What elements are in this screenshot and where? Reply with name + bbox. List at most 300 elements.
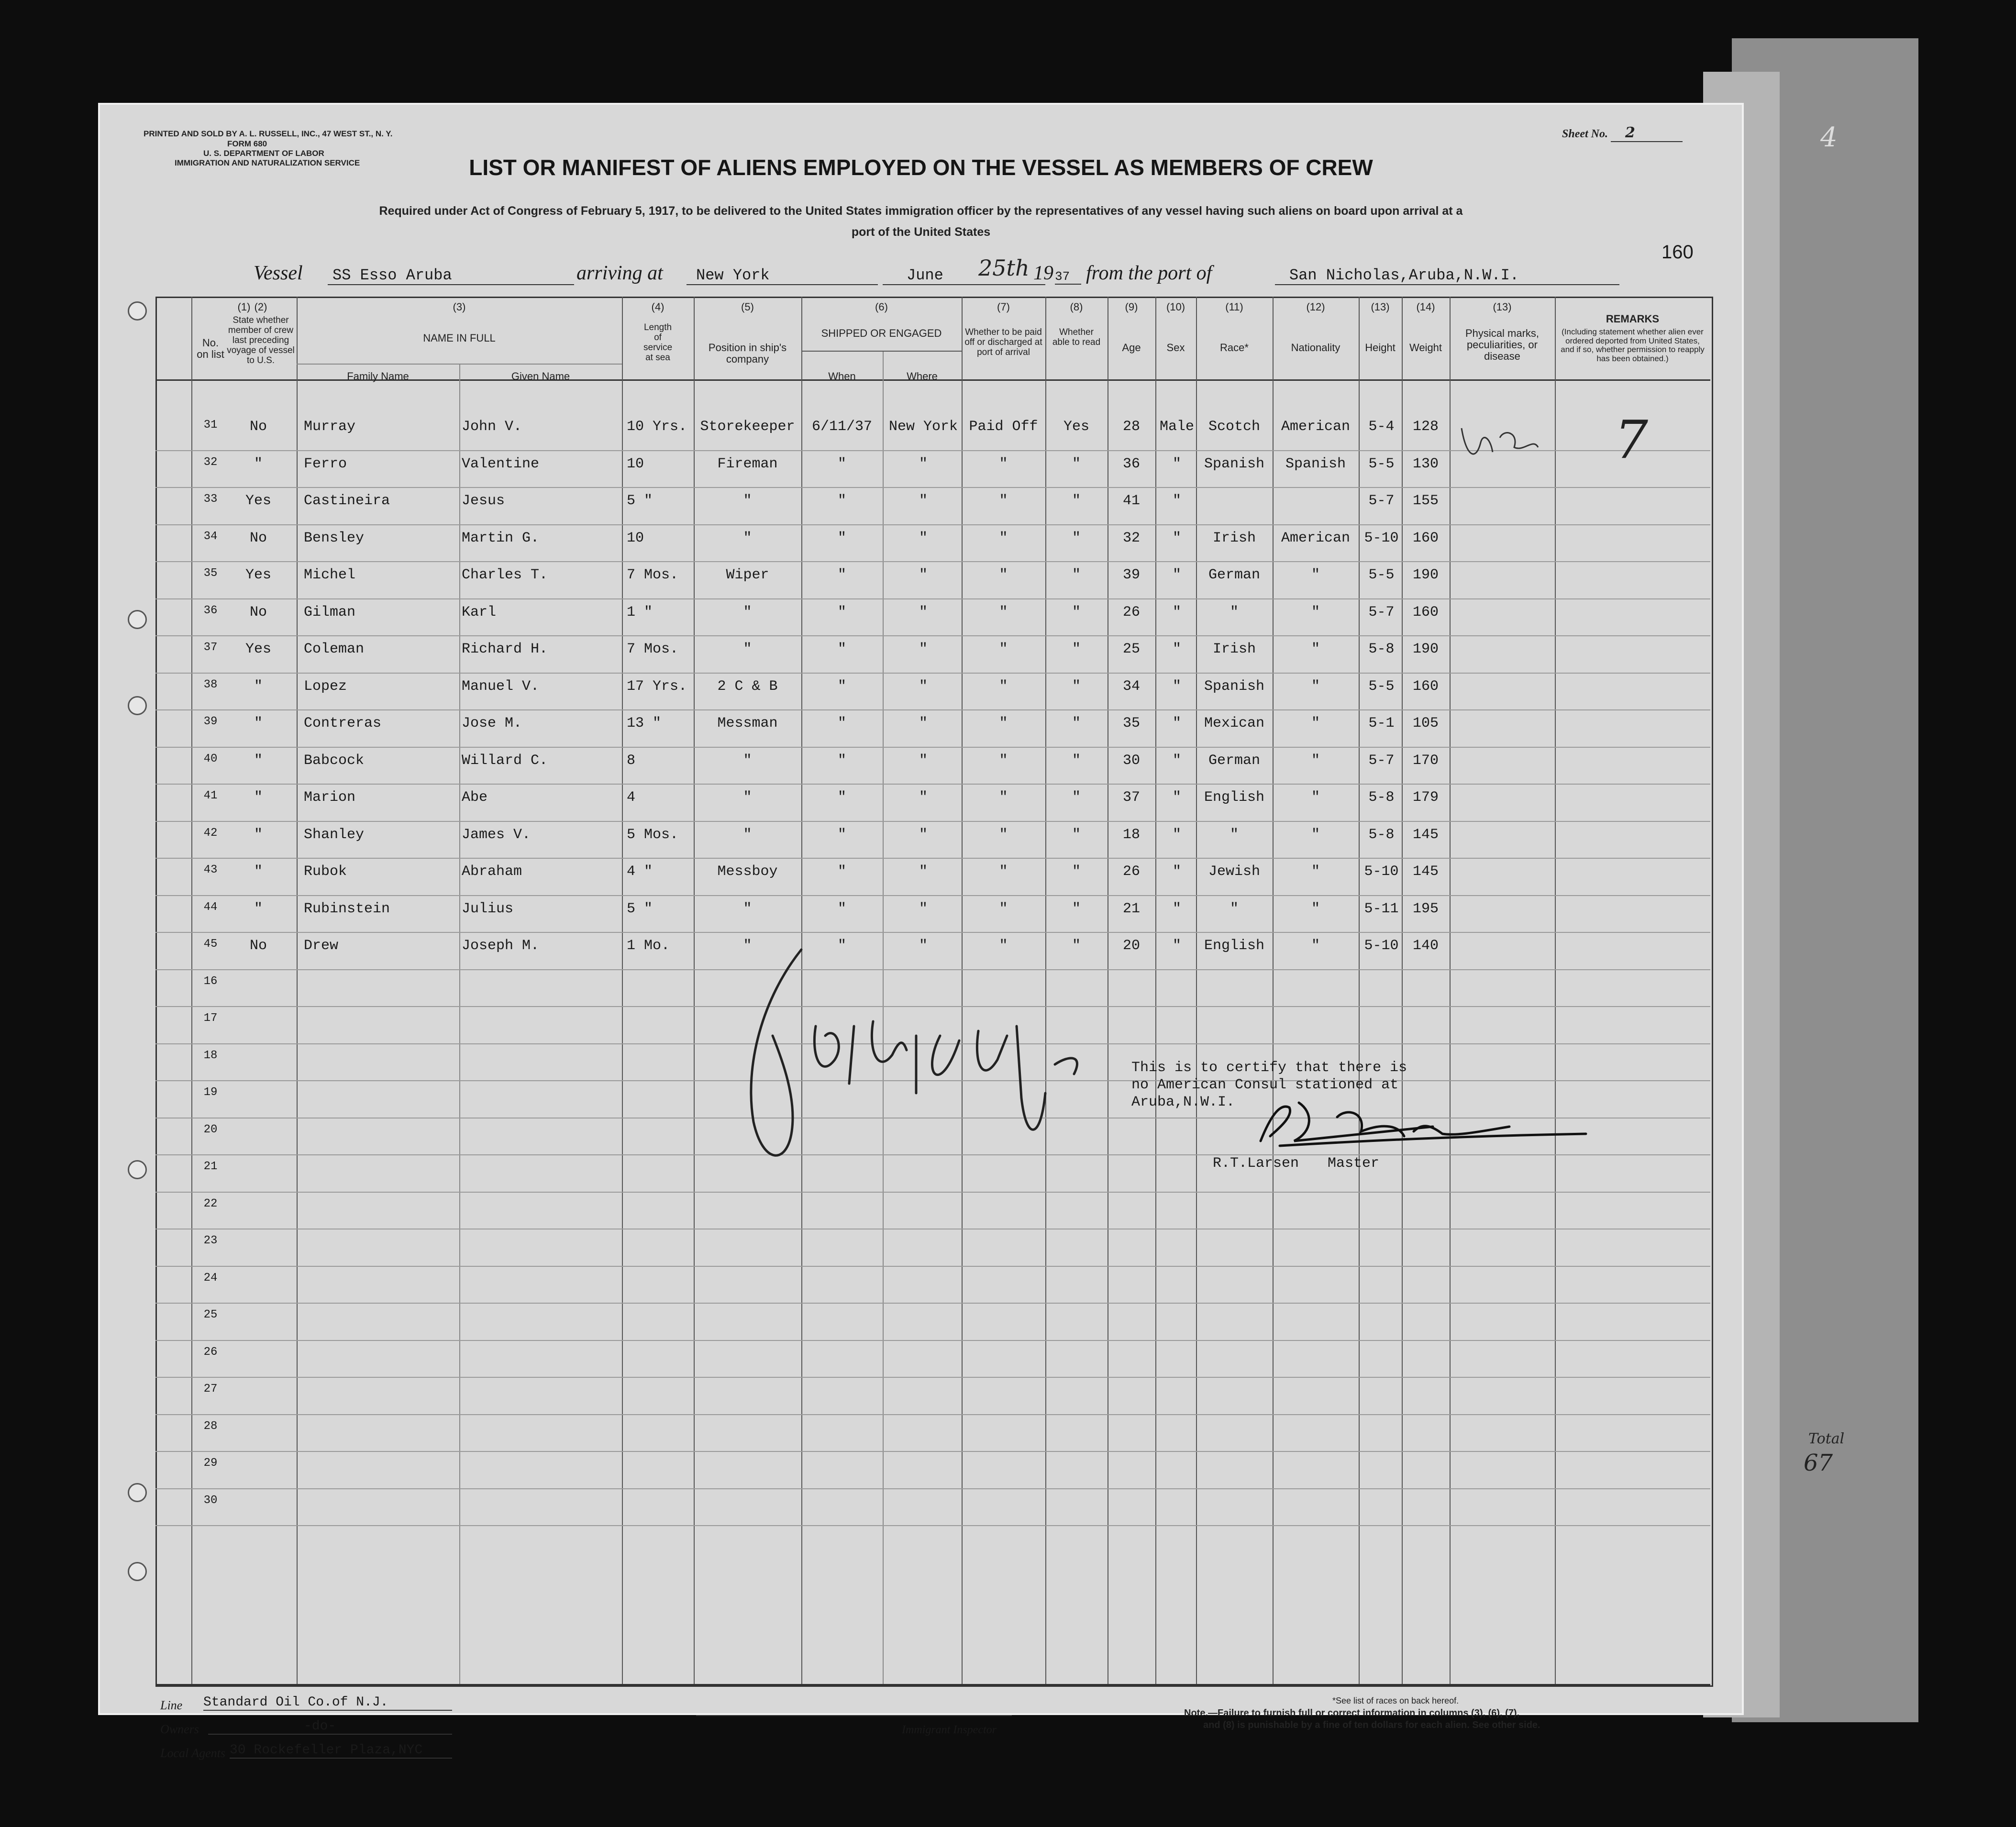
cell-paid: ": [999, 493, 1008, 509]
cell-prev: ": [254, 789, 263, 806]
cell-where: ": [919, 604, 928, 620]
cell-height: 5-5: [1368, 455, 1395, 472]
cell-given: Valentine: [462, 455, 540, 472]
cell-height: 5-8: [1368, 641, 1395, 657]
col4-header: Length of service at sea: [643, 322, 673, 363]
master-signature: [1241, 1088, 1615, 1155]
cell-age: 28: [1122, 419, 1140, 435]
cell-family: Rubinstein: [304, 900, 390, 917]
col8-number: (8): [1070, 301, 1083, 313]
margin-total-label: Total: [1808, 1430, 1845, 1447]
cell-nationality: Spanish: [1285, 455, 1346, 472]
cell-age: 37: [1122, 789, 1140, 806]
cell-read: ": [1072, 604, 1081, 620]
cell-service: 4: [627, 789, 636, 806]
cell-when: ": [837, 715, 846, 731]
cell-height: 5-7: [1368, 493, 1395, 509]
punch-hole: [128, 696, 147, 715]
cell-family: Rubok: [304, 864, 347, 880]
empty-row-number: 22: [203, 1197, 218, 1210]
cell-prev: ": [254, 900, 263, 917]
cell-service: 5 ": [627, 493, 653, 509]
cell-read: ": [1072, 752, 1081, 769]
sheet-label: Sheet No.: [1562, 128, 1608, 140]
cell-sex: ": [1172, 789, 1181, 806]
cell-where: ": [919, 864, 928, 880]
cell-service: 1 Mo.: [627, 938, 670, 954]
cell-position: ": [743, 938, 752, 954]
cell-race: Scotch: [1208, 419, 1261, 435]
cell-nationality: ": [1311, 826, 1320, 843]
col3-header: NAME IN FULL: [423, 332, 496, 344]
cell-height: 5-5: [1368, 678, 1395, 695]
col14-number: (14): [1416, 301, 1435, 313]
cell-when: 6/11/37: [811, 419, 873, 435]
cell-position: Messboy: [717, 864, 778, 880]
cell-nationality: ": [1311, 641, 1320, 657]
col12-number: (12): [1306, 301, 1325, 313]
cell-when: ": [837, 752, 846, 769]
cell-paid: ": [999, 938, 1008, 954]
punch-hole: [128, 1562, 147, 1581]
cell-where: ": [919, 455, 928, 472]
shipped-when-header: When: [828, 370, 856, 382]
cell-weight: 160: [1412, 530, 1439, 546]
cell-nationality: ": [1311, 752, 1320, 769]
cell-race: German: [1208, 567, 1261, 583]
cell-position: ": [743, 789, 752, 806]
sheet-number: 2: [1611, 124, 1683, 142]
cell-when: ": [837, 493, 846, 509]
year-prefix: 19: [1033, 262, 1053, 284]
cell-no: 34: [203, 530, 218, 543]
col9-header: Age: [1122, 342, 1141, 354]
cell-sex: ": [1172, 641, 1181, 657]
cell-given: James V.: [462, 826, 531, 843]
cell-when: ": [837, 530, 846, 546]
certification-line3: Aruba,N.W.I.: [1131, 1094, 1235, 1110]
cell-family: Castineira: [304, 493, 390, 509]
cell-sex: ": [1172, 455, 1181, 472]
empty-row-number: 30: [203, 1494, 218, 1507]
punch-hole: [128, 1483, 147, 1502]
cell-no: 43: [203, 864, 218, 876]
cell-where: ": [919, 938, 928, 954]
cell-position: ": [743, 530, 752, 546]
cell-sex: ": [1172, 493, 1181, 509]
races-note: *See list of races on back hereof.: [1332, 1696, 1459, 1705]
cell-age: 26: [1122, 864, 1140, 880]
cell-given: Jesus: [462, 493, 505, 509]
col2-header: State whether member of crew last preceding voyage of vessel to U.S.: [227, 315, 295, 365]
arrival-month: June: [883, 266, 1045, 285]
cell-read: ": [1072, 864, 1081, 880]
cell-position: 2 C & B: [717, 678, 778, 695]
punch-hole: [128, 1160, 147, 1179]
cell-weight: 145: [1412, 864, 1439, 880]
cell-no: 44: [203, 900, 218, 914]
cell-no: 38: [203, 678, 218, 691]
col12-header: Nationality: [1291, 342, 1340, 354]
cell-given: Charles T.: [462, 567, 548, 583]
cell-given: Julius: [462, 900, 514, 917]
cell-family: Bensley: [304, 530, 365, 546]
cell-paid: ": [999, 530, 1008, 546]
stamp-number: 160: [1662, 242, 1694, 263]
cell-where: ": [919, 715, 928, 731]
cell-nationality: ": [1311, 678, 1320, 695]
cell-read: ": [1072, 715, 1081, 731]
cell-read: ": [1072, 530, 1081, 546]
cell-no: 40: [203, 752, 218, 765]
empty-row-number: 28: [203, 1419, 218, 1433]
cell-where: ": [919, 567, 928, 583]
empty-row-number: 27: [203, 1383, 218, 1395]
cell-weight: 179: [1412, 789, 1439, 806]
cell-when: ": [837, 641, 846, 657]
cell-given: Abe: [462, 789, 488, 806]
cell-race: Irish: [1212, 530, 1256, 546]
col6-header: SHIPPED OR ENGAGED: [821, 327, 942, 339]
cell-read: ": [1072, 678, 1081, 695]
col11-header: Race*: [1220, 342, 1249, 354]
col7-header: Whether to be paid off or discharged at port of arrival: [964, 327, 1042, 357]
cell-prev: No: [249, 604, 267, 620]
handwritten-mark: 7: [1615, 409, 1648, 470]
empty-row-number: 18: [203, 1049, 218, 1062]
remarks-header: REMARKS: [1606, 313, 1660, 325]
cell-age: 36: [1122, 455, 1140, 472]
owners-value: -do-: [208, 1719, 452, 1735]
cell-nationality: American: [1281, 530, 1351, 546]
col13-number: (13): [1371, 301, 1390, 313]
penalty-note-line1: Note.—Failure to furnish full or correct information in columns (3), (6), (7),: [1184, 1708, 1520, 1718]
cell-position: Wiper: [726, 567, 769, 583]
cell-sex: ": [1172, 864, 1181, 880]
department-line: U. S. DEPARTMENT OF LABOR: [203, 149, 324, 158]
service-line: IMMIGRATION AND NATURALIZATION SERVICE: [175, 158, 360, 167]
cell-family: Shanley: [304, 826, 365, 843]
cell-race: English: [1204, 789, 1265, 806]
col5-header: Position in ship's company: [708, 342, 787, 365]
col7-number: (7): [997, 301, 1010, 313]
cell-given: John V.: [462, 419, 522, 435]
vessel-label: Vessel: [254, 262, 303, 284]
empty-row-number: 24: [203, 1271, 218, 1284]
subtitle-line1: Required under Act of Congress of February 5, 1917, to be delivered to the United States immigration officer by the representatives of any vessel having such aliens on board upon arrival at a: [379, 204, 1463, 218]
cell-family: Lopez: [304, 678, 347, 695]
cell-paid: ": [999, 752, 1008, 769]
cell-race: English: [1204, 938, 1265, 954]
cell-nationality: ": [1311, 789, 1320, 806]
empty-row-number: 19: [203, 1086, 218, 1099]
cell-no: 39: [203, 715, 218, 728]
col2-number: (2): [254, 301, 267, 313]
arrival-year: 37: [1055, 269, 1081, 285]
cell-weight: 190: [1412, 567, 1439, 583]
cell-given: Joseph M.: [462, 938, 540, 954]
cell-height: 5-10: [1364, 938, 1399, 954]
cell-service: 17 Yrs.: [627, 678, 687, 695]
cell-sex: ": [1172, 604, 1181, 620]
arrival-day: 25th: [978, 255, 1030, 281]
cell-sex: Male: [1159, 419, 1194, 435]
empty-row-number: 29: [203, 1457, 218, 1470]
cell-race: German: [1208, 752, 1261, 769]
cell-when: ": [837, 864, 846, 880]
manifest-sheet: [98, 103, 1744, 1760]
cell-nationality: ": [1311, 715, 1320, 731]
arriving-label: arriving at: [576, 262, 663, 284]
empty-row-number: 26: [203, 1345, 218, 1359]
col4-number: (4): [651, 301, 665, 313]
cell-weight: 145: [1412, 826, 1439, 843]
col3-number: (3): [453, 301, 466, 313]
cell-height: 5-10: [1364, 864, 1399, 880]
cell-service: 4 ": [627, 864, 653, 880]
cell-when: ": [837, 789, 846, 806]
agents-label: Local Agents: [160, 1746, 226, 1760]
empty-row-number: 21: [203, 1160, 218, 1173]
cell-when: ": [837, 900, 846, 917]
page-mark: 4: [1820, 122, 1838, 153]
cell-race: Jewish: [1208, 864, 1261, 880]
cell-prev: ": [254, 715, 263, 731]
cell-race: ": [1230, 604, 1239, 620]
cell-height: 5-7: [1368, 604, 1395, 620]
cell-where: ": [919, 826, 928, 843]
cell-prev: Yes: [245, 493, 271, 509]
empty-row-number: 16: [203, 974, 218, 988]
subtitle-line2: port of the United States: [851, 225, 991, 239]
cell-when: ": [837, 604, 846, 620]
cell-where: ": [919, 641, 928, 657]
cell-no: 32: [203, 455, 218, 469]
cell-prev: ": [254, 864, 263, 880]
cell-sex: ": [1172, 530, 1181, 546]
cell-height: 5-4: [1368, 419, 1395, 435]
cell-paid: ": [999, 455, 1008, 472]
cell-sex: ": [1172, 900, 1181, 917]
cell-no: 42: [203, 826, 218, 840]
cell-prev: No: [249, 419, 267, 435]
cell-position: ": [743, 604, 752, 620]
cell-position: Messman: [717, 715, 778, 731]
cell-service: 10: [627, 530, 644, 546]
cell-where: ": [919, 493, 928, 509]
empty-row-number: 17: [203, 1012, 218, 1025]
cell-sex: ": [1172, 752, 1181, 769]
cell-position: Storekeeper: [700, 419, 795, 435]
cell-age: 30: [1122, 752, 1140, 769]
cell-service: 10: [627, 455, 644, 472]
cell-paid: Paid Off: [969, 419, 1038, 435]
cell-service: 1 ": [627, 604, 653, 620]
master-name: R.T.Larsen: [1213, 1155, 1299, 1172]
printer-line: PRINTED AND SOLD BY A. L. RUSSELL, INC., 47 WEST ST., N. Y.: [144, 129, 393, 138]
cell-age: 20: [1122, 938, 1140, 954]
cell-age: 26: [1122, 604, 1140, 620]
cell-when: ": [837, 826, 846, 843]
line-value: Standard Oil Co.of N.J.: [203, 1695, 452, 1711]
cell-where: ": [919, 752, 928, 769]
inspector-label: Immigrant Inspector: [902, 1724, 997, 1736]
cell-age: 21: [1122, 900, 1140, 917]
arriving-port: New York: [687, 266, 878, 285]
shipped-where-header: Where: [907, 370, 938, 382]
cell-position: Fireman: [717, 455, 778, 472]
cell-age: 32: [1122, 530, 1140, 546]
cell-paid: ": [999, 864, 1008, 880]
cell-nationality: ": [1311, 604, 1320, 620]
cell-no: 45: [203, 938, 218, 951]
cell-nationality: ": [1311, 864, 1320, 880]
cell-service: 13 ": [627, 715, 662, 731]
cell-weight: 170: [1412, 752, 1439, 769]
cell-paid: ": [999, 678, 1008, 695]
cell-read: ": [1072, 938, 1081, 954]
cell-read: ": [1072, 826, 1081, 843]
empty-row-number: 25: [203, 1308, 218, 1321]
cell-age: 25: [1122, 641, 1140, 657]
cell-read: ": [1072, 641, 1081, 657]
cell-prev: No: [249, 938, 267, 954]
col13-header: Height: [1365, 342, 1396, 354]
margin-total-value: 67: [1804, 1450, 1833, 1476]
cell-read: ": [1072, 789, 1081, 806]
cell-read: ": [1072, 900, 1081, 917]
cell-paid: ": [999, 789, 1008, 806]
cell-given: Manuel V.: [462, 678, 540, 695]
document-title: LIST OR MANIFEST OF ALIENS EMPLOYED ON THE VESSEL AS MEMBERS OF CREW: [469, 155, 1373, 180]
cell-service: 10 Yrs.: [627, 419, 687, 435]
cell-height: 5-5: [1368, 567, 1395, 583]
certification-line2: no American Consul stationed at: [1131, 1077, 1399, 1093]
cell-weight: 130: [1412, 455, 1439, 472]
cell-no: 33: [203, 493, 218, 506]
cell-prev: ": [254, 826, 263, 843]
cell-read: ": [1072, 493, 1081, 509]
cell-paid: ": [999, 826, 1008, 843]
penalty-note-line2: and (8) is punishable by a fine of ten dollars for each alien. See other side.: [1203, 1720, 1540, 1730]
col15-header: Physical marks, peculiarities, or disease: [1465, 327, 1540, 363]
cell-service: 7 Mos.: [627, 567, 679, 583]
cell-family: Drew: [304, 938, 339, 954]
cell-no: 35: [203, 567, 218, 580]
cell-nationality: ": [1311, 567, 1320, 583]
certification-line1: This is to certify that there is: [1131, 1060, 1407, 1076]
empty-row-number: 20: [203, 1123, 218, 1136]
col1-number: (1): [237, 301, 251, 313]
cell-where: New York: [888, 419, 958, 435]
cell-height: 5-1: [1368, 715, 1395, 731]
departure-port: San Nicholas,Aruba,N.W.I.: [1275, 266, 1619, 285]
cell-when: ": [837, 938, 846, 954]
cell-read: Yes: [1063, 419, 1089, 435]
cell-position: ": [743, 752, 752, 769]
cell-weight: 105: [1412, 715, 1439, 731]
cell-race: Spanish: [1204, 678, 1265, 695]
col6-number: (6): [875, 301, 888, 313]
col1-header: No. on list: [197, 337, 224, 361]
cell-given: Jose M.: [462, 715, 522, 731]
cell-sex: ": [1172, 826, 1181, 843]
cell-where: ": [919, 530, 928, 546]
cell-height: 5-11: [1364, 900, 1399, 917]
cell-given: Karl: [462, 604, 497, 620]
cell-paid: ": [999, 900, 1008, 917]
cell-family: Murray: [304, 419, 356, 435]
cell-given: Martin G.: [462, 530, 540, 546]
cell-race: Spanish: [1204, 455, 1265, 472]
cell-family: Marion: [304, 789, 356, 806]
cell-no: 31: [203, 419, 218, 432]
cell-nationality: ": [1311, 900, 1320, 917]
cell-age: 41: [1122, 493, 1140, 509]
cell-race: ": [1230, 826, 1239, 843]
col10-header: Sex: [1166, 342, 1185, 354]
cell-paid: ": [999, 567, 1008, 583]
cell-paid: ": [999, 641, 1008, 657]
cell-height: 5-7: [1368, 752, 1395, 769]
form-number: FORM 680: [227, 139, 267, 148]
cell-weight: 128: [1412, 419, 1439, 435]
col15-number: (13): [1493, 301, 1512, 313]
col9-number: (9): [1125, 301, 1138, 313]
cell-sex: ": [1172, 938, 1181, 954]
cell-height: 5-10: [1364, 530, 1399, 546]
punch-hole: [128, 610, 147, 629]
col11-number: (11): [1225, 301, 1243, 313]
cell-age: 39: [1122, 567, 1140, 583]
cell-sex: ": [1172, 567, 1181, 583]
cell-given: Abraham: [462, 864, 522, 880]
cell-height: 5-8: [1368, 789, 1395, 806]
cell-paid: ": [999, 604, 1008, 620]
cell-nationality: American: [1281, 419, 1351, 435]
cell-when: ": [837, 678, 846, 695]
cell-weight: 160: [1412, 604, 1439, 620]
cell-service: 5 ": [627, 900, 653, 917]
cell-weight: 195: [1412, 900, 1439, 917]
vessel-name: SS Esso Aruba: [328, 266, 574, 285]
agents-value: 30 Rockefeller Plaza,NYC: [230, 1743, 452, 1759]
col8-header: Whether able to read: [1052, 327, 1101, 347]
cell-race: ": [1230, 900, 1239, 917]
cell-family: Michel: [304, 567, 356, 583]
cell-no: 36: [203, 604, 218, 617]
col10-number: (10): [1166, 301, 1185, 313]
master-title: Master: [1328, 1155, 1380, 1172]
cell-prev: No: [249, 530, 267, 546]
cell-position: ": [743, 900, 752, 917]
annotation-scribble: [1457, 419, 1543, 476]
cell-given: Richard H.: [462, 641, 548, 657]
cell-age: 18: [1122, 826, 1140, 843]
cell-when: ": [837, 455, 846, 472]
cell-prev: Yes: [245, 641, 271, 657]
cell-where: ": [919, 678, 928, 695]
cell-weight: 140: [1412, 938, 1439, 954]
family-name-header: Family Name: [347, 370, 409, 382]
cell-service: 8: [627, 752, 636, 769]
cell-prev: Yes: [245, 567, 271, 583]
cell-paid: ": [999, 715, 1008, 731]
cell-family: Coleman: [304, 641, 365, 657]
cell-height: 5-8: [1368, 826, 1395, 843]
empty-row-number: 23: [203, 1234, 218, 1247]
cell-prev: ": [254, 752, 263, 769]
